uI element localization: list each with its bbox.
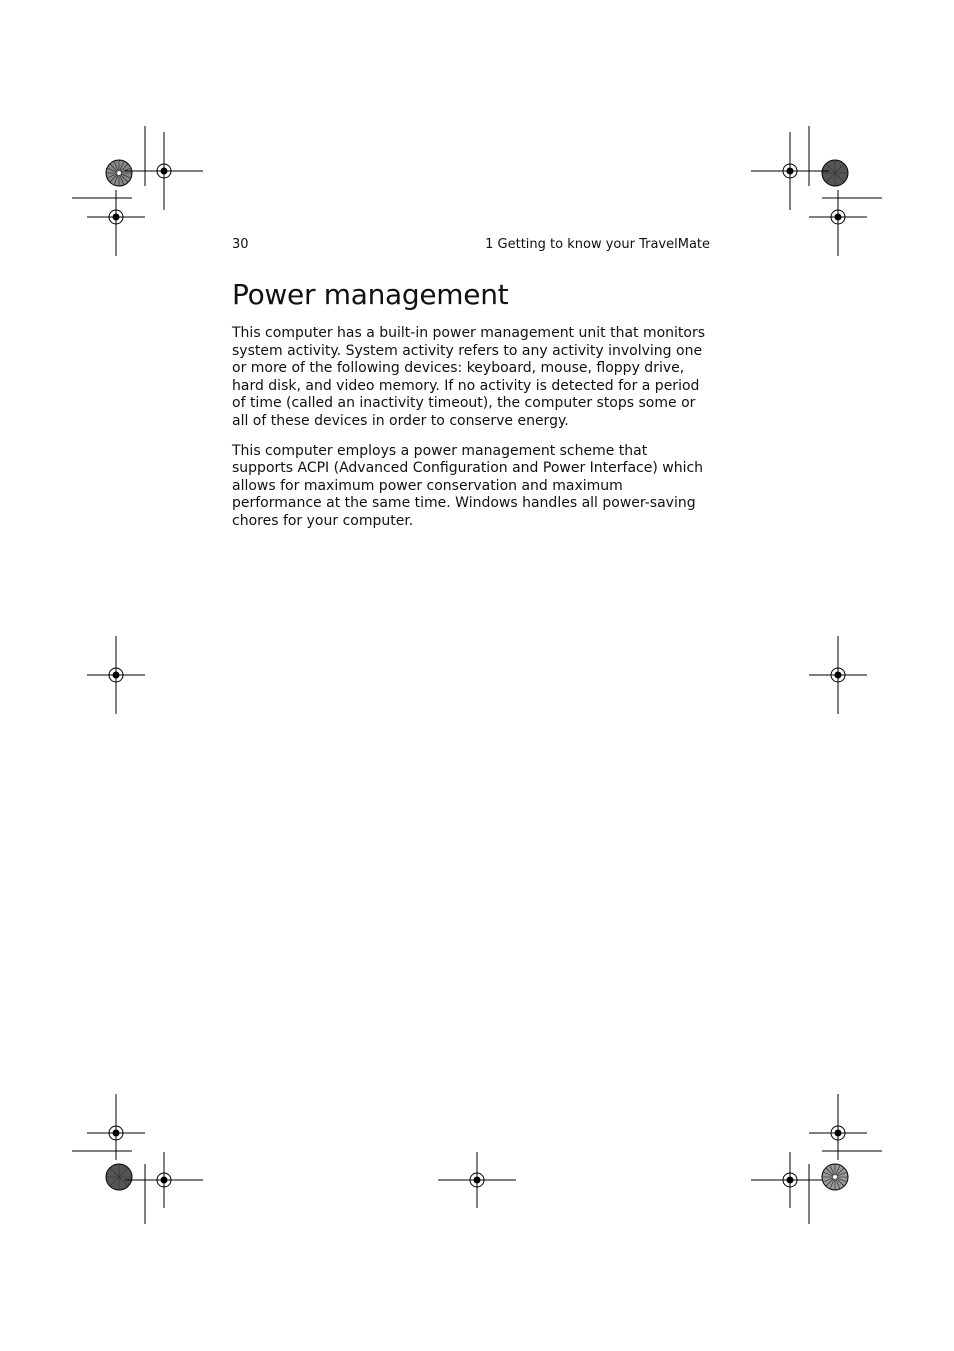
paragraph: This computer employs a power management scheme that supports ACPI (Advanced Configuration and Power Interface) which allows for maximum power conservation and maximum performance at the same time. Windows handles all power-saving chores for your computer. bbox=[232, 442, 704, 529]
registration-mark bbox=[87, 1094, 145, 1160]
crop-mark-bottom-right bbox=[809, 1151, 882, 1224]
color-wheel-top-left bbox=[106, 160, 132, 186]
registration-mark bbox=[87, 636, 145, 714]
registration-mark bbox=[809, 636, 867, 714]
registration-mark bbox=[125, 1152, 203, 1208]
crop-mark-bottom-left bbox=[72, 1151, 145, 1224]
color-wheel-bottom-right bbox=[822, 1164, 848, 1190]
registration-mark bbox=[751, 1152, 829, 1208]
section-title: Power management bbox=[232, 278, 509, 311]
registration-mark bbox=[87, 190, 145, 256]
registration-mark bbox=[125, 132, 203, 210]
paragraph: This computer has a built-in power management unit that monitors system activity. System activity refers to any activity involving one or more of the following devices: keyboard, mouse, floppy drive, hard disk, and video memory. If no activity is detected for a period of time (called an inactivity timeout), the computer stops some or all of these devices in order to conserve energy. bbox=[232, 325, 706, 429]
registration-mark bbox=[809, 1094, 867, 1160]
running-header: 1 Getting to know your TravelMate bbox=[485, 237, 710, 252]
registration-mark bbox=[809, 190, 867, 256]
page-content bbox=[232, 278, 712, 543]
registration-mark bbox=[438, 1152, 516, 1208]
crop-mark-top-left bbox=[72, 126, 145, 198]
crop-mark-top-right bbox=[809, 126, 882, 198]
color-wheel-top-right bbox=[822, 160, 848, 186]
color-wheel-bottom-left bbox=[106, 1164, 132, 1190]
page-number: 30 bbox=[232, 237, 249, 252]
registration-mark bbox=[751, 132, 829, 210]
